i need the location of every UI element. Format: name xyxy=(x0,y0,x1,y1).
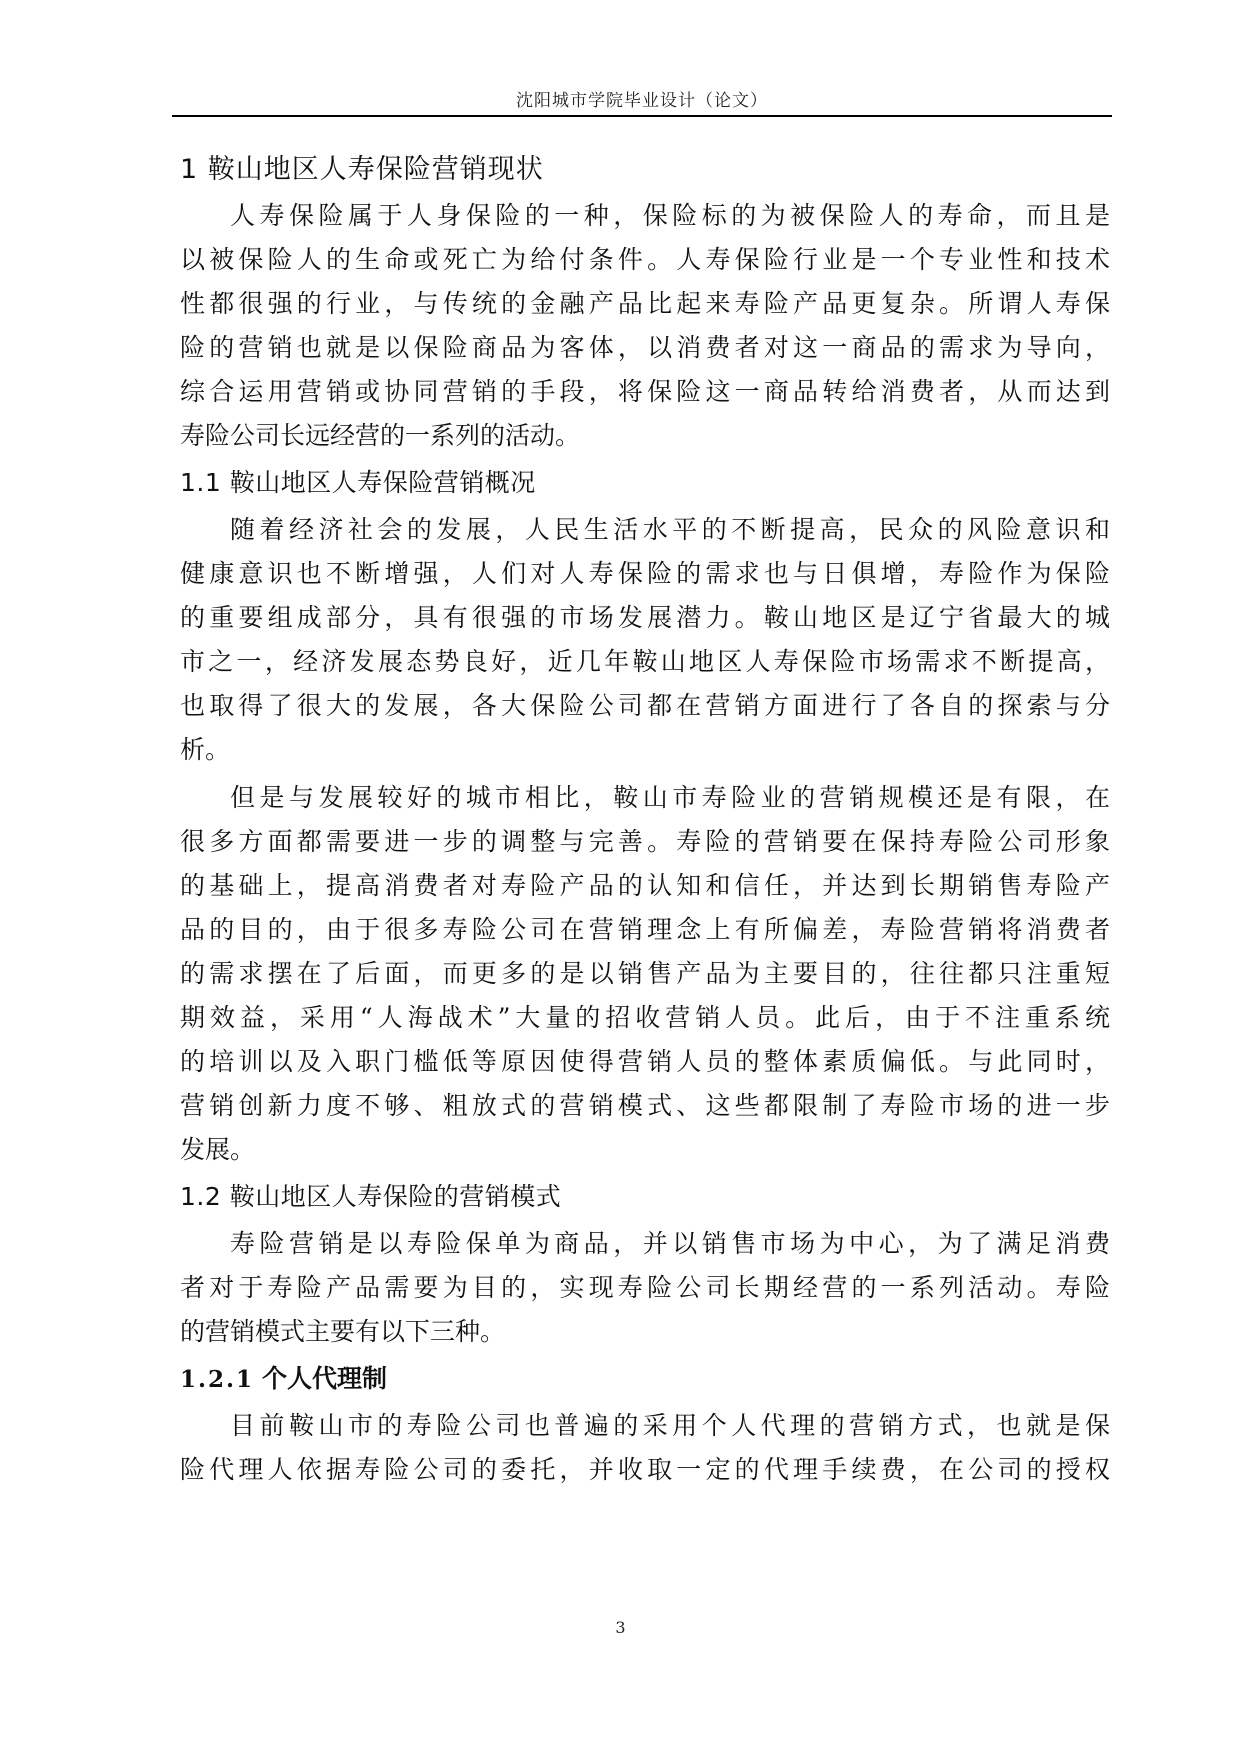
text-line: 健康意识也不断增强，人们对人寿保险的需求也与日俱增，寿险作为保险 xyxy=(180,559,1110,588)
text-line: 险的营销也就是以保险商品为客体，以消费者对这一商品的需求为导向， xyxy=(180,333,1110,362)
paragraph xyxy=(180,1222,1110,1354)
text-line: 随着经济社会的发展，人民生活水平的不断提高，民众的风险意识和 xyxy=(230,515,1110,544)
section-heading-1: 1 鞍山地区人寿保险营销现状 xyxy=(180,154,544,185)
text-line: 性都很强的行业，与传统的金融产品比起来寿险产品更复杂。所谓人寿保 xyxy=(180,289,1110,318)
header-rule xyxy=(172,115,1112,117)
text-line: 目前鞍山市的寿险公司也普遍的采用个人代理的营销方式，也就是保 xyxy=(230,1411,1110,1440)
text-line: 的营销模式主要有以下三种。 xyxy=(180,1317,506,1346)
text-line: 析。 xyxy=(180,735,231,764)
text-line: 的重要组成部分，具有很强的市场发展潜力。鞍山地区是辽宁省最大的城 xyxy=(180,603,1110,632)
section-title: 个人代理制 xyxy=(262,1364,388,1393)
text-line: 综合运用营销或协同营销的手段，将保险这一商品转给消费者，从而达到 xyxy=(180,377,1110,406)
text-line: 险代理人依据寿险公司的委托，并收取一定的代理手续费，在公司的授权 xyxy=(180,1455,1110,1484)
text-line: 市之一，经济发展态势良好，近几年鞍山地区人寿保险市场需求不断提高， xyxy=(180,647,1110,676)
text-line: 的需求摆在了后面，而更多的是以销售产品为主要目的，往往都只注重短 xyxy=(180,959,1110,988)
paragraph xyxy=(180,1404,1110,1492)
text-line: 以被保险人的生命或死亡为给付条件。人寿保险行业是一个专业性和技术 xyxy=(180,245,1110,274)
section-heading-1-1: 1.1 鞍山地区人寿保险营销概况 xyxy=(180,468,536,497)
section-heading-1-2-1 xyxy=(180,1354,1110,1404)
text-line: 寿险营销是以寿险保单为商品，并以销售市场为中心，为了满足消费 xyxy=(230,1229,1110,1258)
running-header: 沈阳城市学院毕业设计（论文） xyxy=(516,91,768,111)
text-line: 的培训以及入职门槛低等原因使得营销人员的整体素质偏低。与此同时， xyxy=(180,1047,1110,1076)
paragraph xyxy=(180,508,1110,772)
section-heading-1-2: 1.2 鞍山地区人寿保险的营销模式 xyxy=(180,1182,562,1211)
paragraph xyxy=(180,194,1110,458)
page-number: 3 xyxy=(615,1618,626,1637)
text-line: 人寿保险属于人身保险的一种，保险标的为被保险人的寿命，而且是 xyxy=(230,201,1110,230)
text-line: 但是与发展较好的城市相比，鞍山市寿险业的营销规模还是有限，在 xyxy=(230,783,1110,812)
page-content xyxy=(180,146,1110,1492)
section-number: 1.2.1 xyxy=(180,1366,255,1393)
text-line: 者对于寿险产品需要为目的，实现寿险公司长期经营的一系列活动。寿险 xyxy=(180,1273,1110,1302)
text-line: 也取得了很大的发展，各大保险公司都在营销方面进行了各自的探索与分 xyxy=(180,691,1110,720)
text-line: 发展。 xyxy=(180,1135,256,1164)
text-line: 营销创新力度不够、粗放式的营销模式、这些都限制了寿险市场的进一步 xyxy=(180,1091,1110,1120)
text-line: 很多方面都需要进一步的调整与完善。寿险的营销要在保持寿险公司形象 xyxy=(180,827,1110,856)
text-line: 寿险公司长远经营的一系列的活动。 xyxy=(180,421,581,450)
text-line: 品的目的，由于很多寿险公司在营销理念上有所偏差，寿险营销将消费者 xyxy=(180,915,1110,944)
text-line: 的基础上，提高消费者对寿险产品的认知和信任，并达到长期销售寿险产 xyxy=(180,871,1110,900)
text-line: 期效益，采用“人海战术”大量的招收营销人员。此后，由于不注重系统 xyxy=(180,1003,1110,1032)
paragraph xyxy=(180,776,1110,1172)
